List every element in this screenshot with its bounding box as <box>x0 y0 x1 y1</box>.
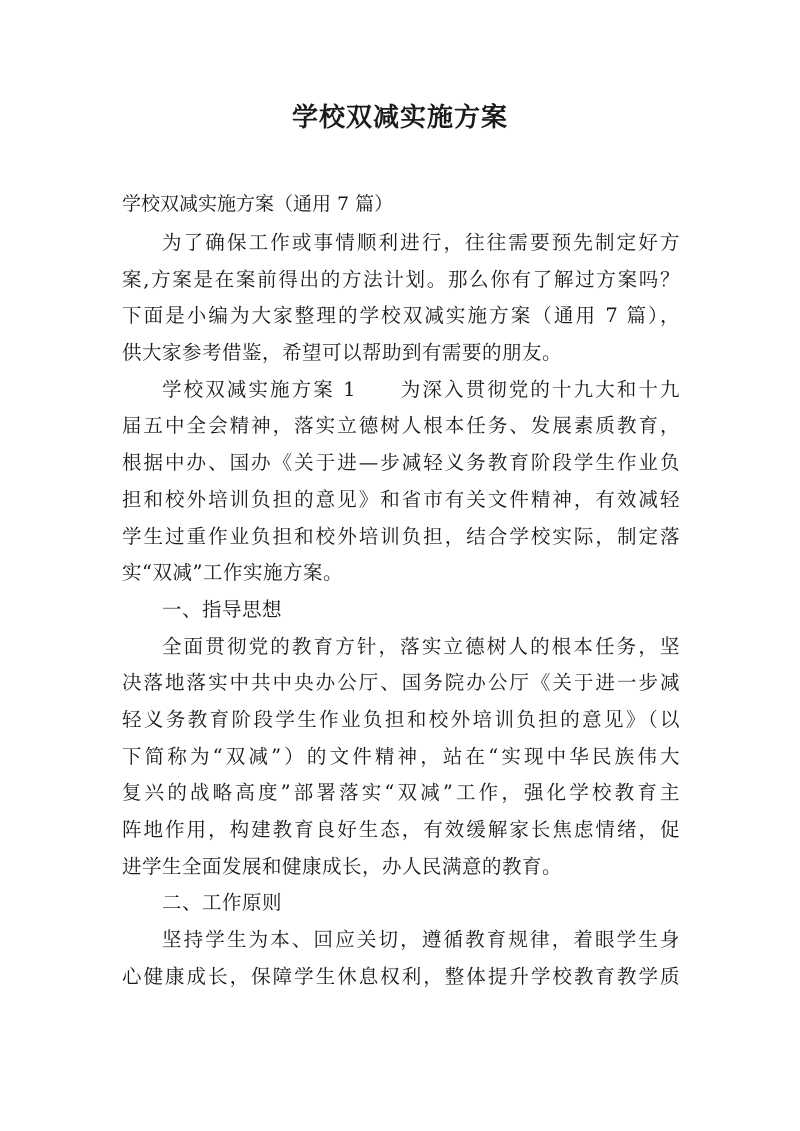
guiding-thought-paragraph-line: 进学生全面发展和健康成长，办人民满意的教育。 <box>122 854 563 878</box>
section-heading-guiding-thought: 一、指导思想 <box>162 597 283 621</box>
guiding-thought-paragraph-line: 全面贯彻党的教育方针，落实立德树人的根本任务，坚 <box>162 634 680 658</box>
plan-one-paragraph-line: 实“双减”工作实施方案。 <box>122 561 343 585</box>
plan-one-paragraph-line: 学生过重作业负担和校外培训负担，结合学校实际，制定落 <box>122 524 680 548</box>
guiding-thought-paragraph-line: 阵地作用，构建教育良好生态，有效缓解家长焦虑情绪，促 <box>122 818 680 841</box>
guiding-thought-paragraph-line: 决落地落实中共中央办公厅、国务院办公厅《关于进一步减 <box>122 671 680 695</box>
intro-paragraph-line: 供大家参考借鉴，希望可以帮助到有需要的朋友。 <box>122 341 563 365</box>
guiding-thought-paragraph-line: 复兴的战略高度”部署落实“双减”工作，强化学校教育主 <box>122 781 680 805</box>
plan-one-paragraph-line: 根据中办、国办《关于进—步减轻义务教育阶段学生作业负 <box>122 451 680 475</box>
plan-one-paragraph-line: 学校双减实施方案 1 为深入贯彻党的十九大和十九 <box>162 377 680 401</box>
intro-paragraph-line: 为了确保工作或事情顺利进行，往往需要预先制定好方 <box>162 231 680 254</box>
intro-paragraph-line: 下面是小编为大家整理的学校双减实施方案（通用 7 篇）， <box>122 304 680 328</box>
plan-one-paragraph-line: 担和校外培训负担的意见》和省市有关文件精神，有效减轻 <box>122 487 680 511</box>
work-principles-paragraph-line: 心健康成长，保障学生休息权利，整体提升学校教育教学质 <box>122 964 680 988</box>
document-subtitle: 学校双减实施方案（通用 7 篇） <box>122 193 394 215</box>
guiding-thought-paragraph-line: 轻义务教育阶段学生作业负担和校外培训负担的意见》（以 <box>122 707 680 731</box>
section-heading-work-principles: 二、工作原则 <box>162 891 283 915</box>
document-title: 学校双减实施方案 <box>291 103 508 133</box>
guiding-thought-paragraph-line: 下简称为“双减”）的文件精神，站在“实现中华民族伟大 <box>122 744 680 768</box>
plan-one-paragraph-line: 届五中全会精神，落实立德树人根本任务、发展素质教育， <box>122 414 680 438</box>
work-principles-paragraph-line: 坚持学生为本、回应关切，遵循教育规律，着眼学生身 <box>162 928 680 952</box>
document-body <box>122 225 680 995</box>
intro-paragraph-line: 案,方案是在案前得出的方法计划。那么你有了解过方案吗？ <box>122 267 680 291</box>
